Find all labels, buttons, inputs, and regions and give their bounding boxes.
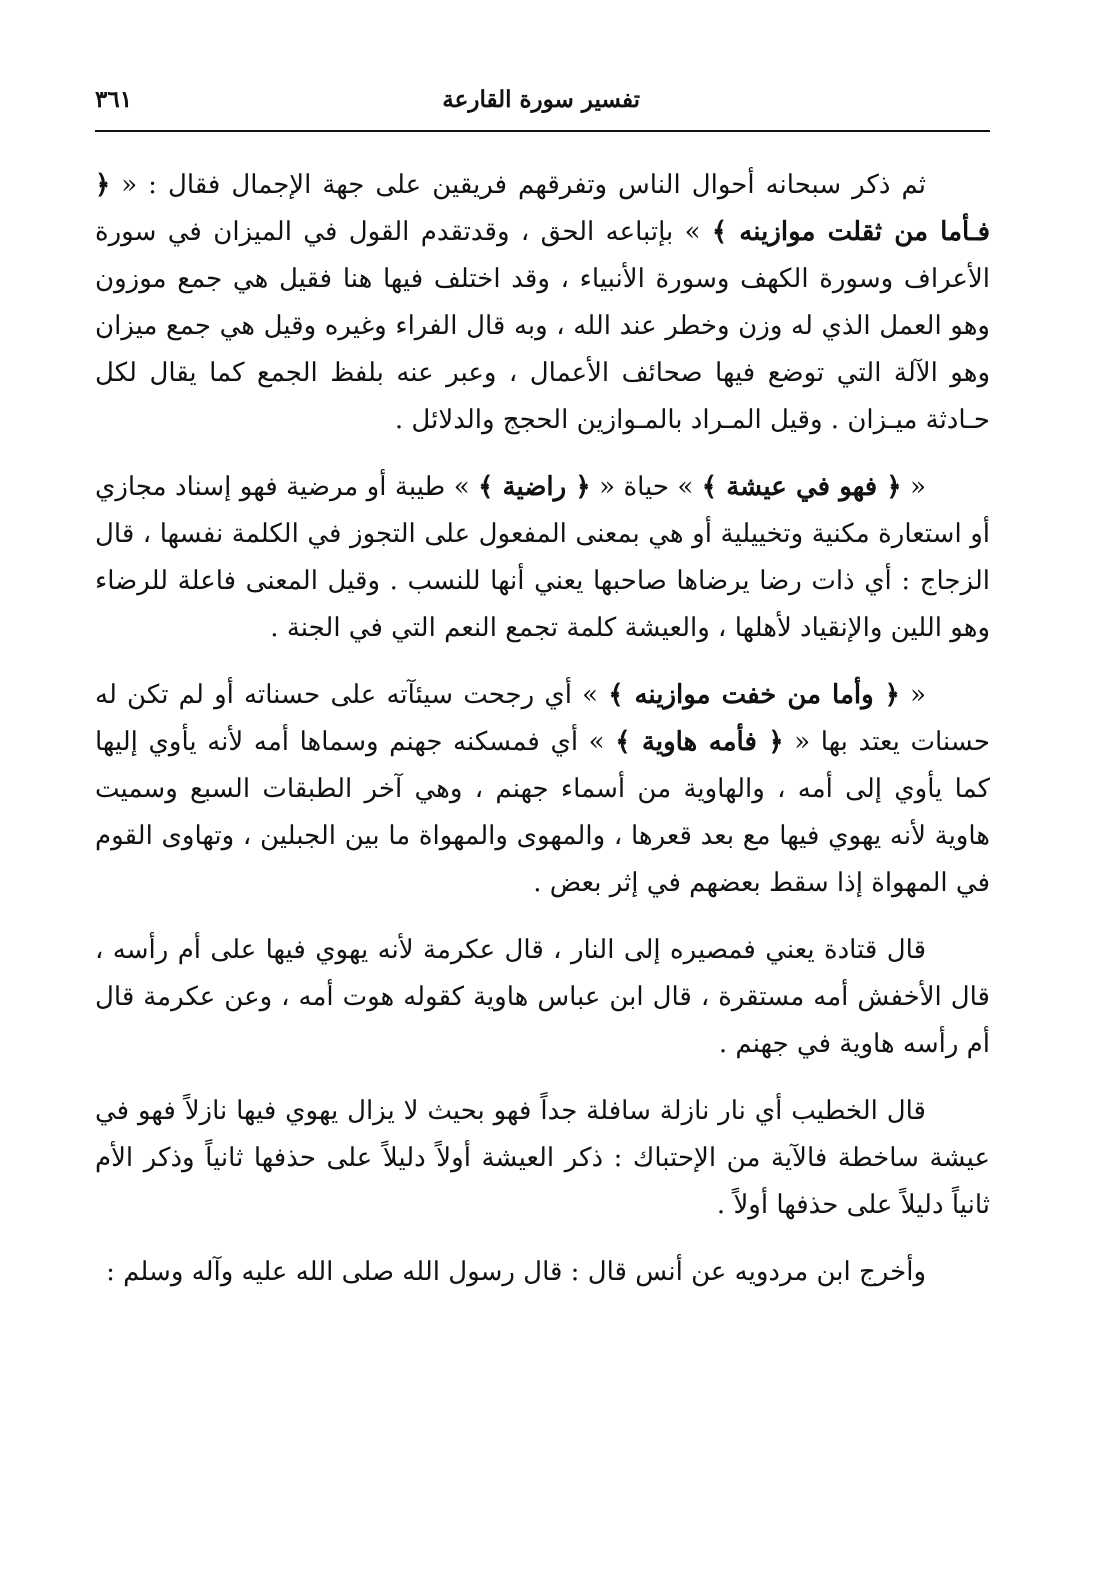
text-segment: ثم ذكر سبحانه أحوال الناس وتفرقهم فريقين على جهة الإجمال فقال : « (110, 170, 926, 200)
text-segment: » أي فمسكنه جهنم وسماها أمه لأنه يأوي إليها كما يأوي إلى أمه ، والهاوية من أسماء جهنم ، وهي آخر الطبقات السبع وسميت هاوية لأنه يهوي فيها مع بعد قعرها ، والمهوى والمهواة ما بين الجبلين ، وتهاوى القوم في المهواة إذا سقط بعضهم في إثر بعض . (95, 727, 990, 898)
text-segment: وأخرج ابن مردويه عن أنس قال : قال رسول الله صلى الله عليه وآله وسلم : (106, 1257, 926, 1287)
paragraph-6 (95, 1249, 990, 1296)
paragraph-5 (95, 1088, 990, 1229)
text-segment: « (899, 680, 926, 710)
quran-quote: ﴿ راضية ﴾ (478, 472, 591, 502)
text-segment: » بإتباعه الحق ، وقدتقدم القول في الميزان في سورة الأعراف وسورة الكهف وسورة الأنبياء ، وقد اختلف فيها هنا فقيل هي جمع موزون وهو العمل الذي له وزن وخطر عند الله ، وبه قال الفراء وغيره وقيل هي جمع ميزان وهو الآلة التي توضع فيها صحائف الأعمال ، وعبر عنه بلفظ الجمع كما يقال لكل حـادثة ميـزان . وقيل المـراد بالمـوازين الحجج والدلائل . (95, 217, 990, 435)
header-title: تفسير سورة القارعة (442, 86, 640, 113)
header-rule (95, 130, 990, 132)
text-segment: » طيبة أو مرضية فهو إسناد مجازي أو استعارة مكنية وتخييلية أو هي بمعنى المفعول على التجوز في الكلمة نفسها ، قال الزجاج : أي ذات رضا يرضاها صاحبها يعني أنها للنسب . وقيل المعنى فاعلة للرضاء وهو اللين والإنقياد لأهلها ، والعيشة كلمة تجمع النعم التي في الجنة . (95, 472, 990, 643)
quran-quote: ﴿ فـأما من ثقلت موازينه ﴾ (95, 170, 990, 247)
text-segment: قال الخطيب أي نار نازلة سافلة جداً فهو بحيث لا يزال يهوي فيها نازلاً فهو في عيشة ساخطة فالآية من الإحتباك : ذكر العيشة أولاً دليلاً على حذفها ثانياً وذكر الأم ثانياً دليلاً على حذفها أولاً . (95, 1096, 990, 1220)
text-segment: « (901, 472, 926, 502)
paragraph-2 (95, 464, 990, 652)
quran-quote: ﴿ فأمه هاوية ﴾ (615, 727, 784, 757)
paragraph-1 (95, 162, 990, 444)
quran-quote: ﴿ فهو في عيشة ﴾ (701, 472, 902, 502)
paragraph-3 (95, 672, 990, 907)
text-segment: قال قتادة يعني فمصيره إلى النار ، قال عكرمة لأنه يهوي فيها على أم رأسه ، قال الأخفش أمه مستقرة ، قال ابن عباس هاوية كقوله هوت أمه ، وعن عكرمة قال أم رأسه هاوية في جهنم . (95, 935, 990, 1059)
text-segment: » أي رجحت سيئآته على حسناته أو لم تكن له حسنات يعتد بها « (95, 680, 990, 757)
text-segment: » حياة « (590, 472, 702, 502)
running-header (95, 82, 990, 132)
paragraph-4 (95, 927, 990, 1068)
body-text (95, 162, 990, 1316)
page-number: ٣٦١ (95, 86, 133, 113)
quran-quote: ﴿ وأما من خفت موازينه ﴾ (608, 680, 900, 710)
